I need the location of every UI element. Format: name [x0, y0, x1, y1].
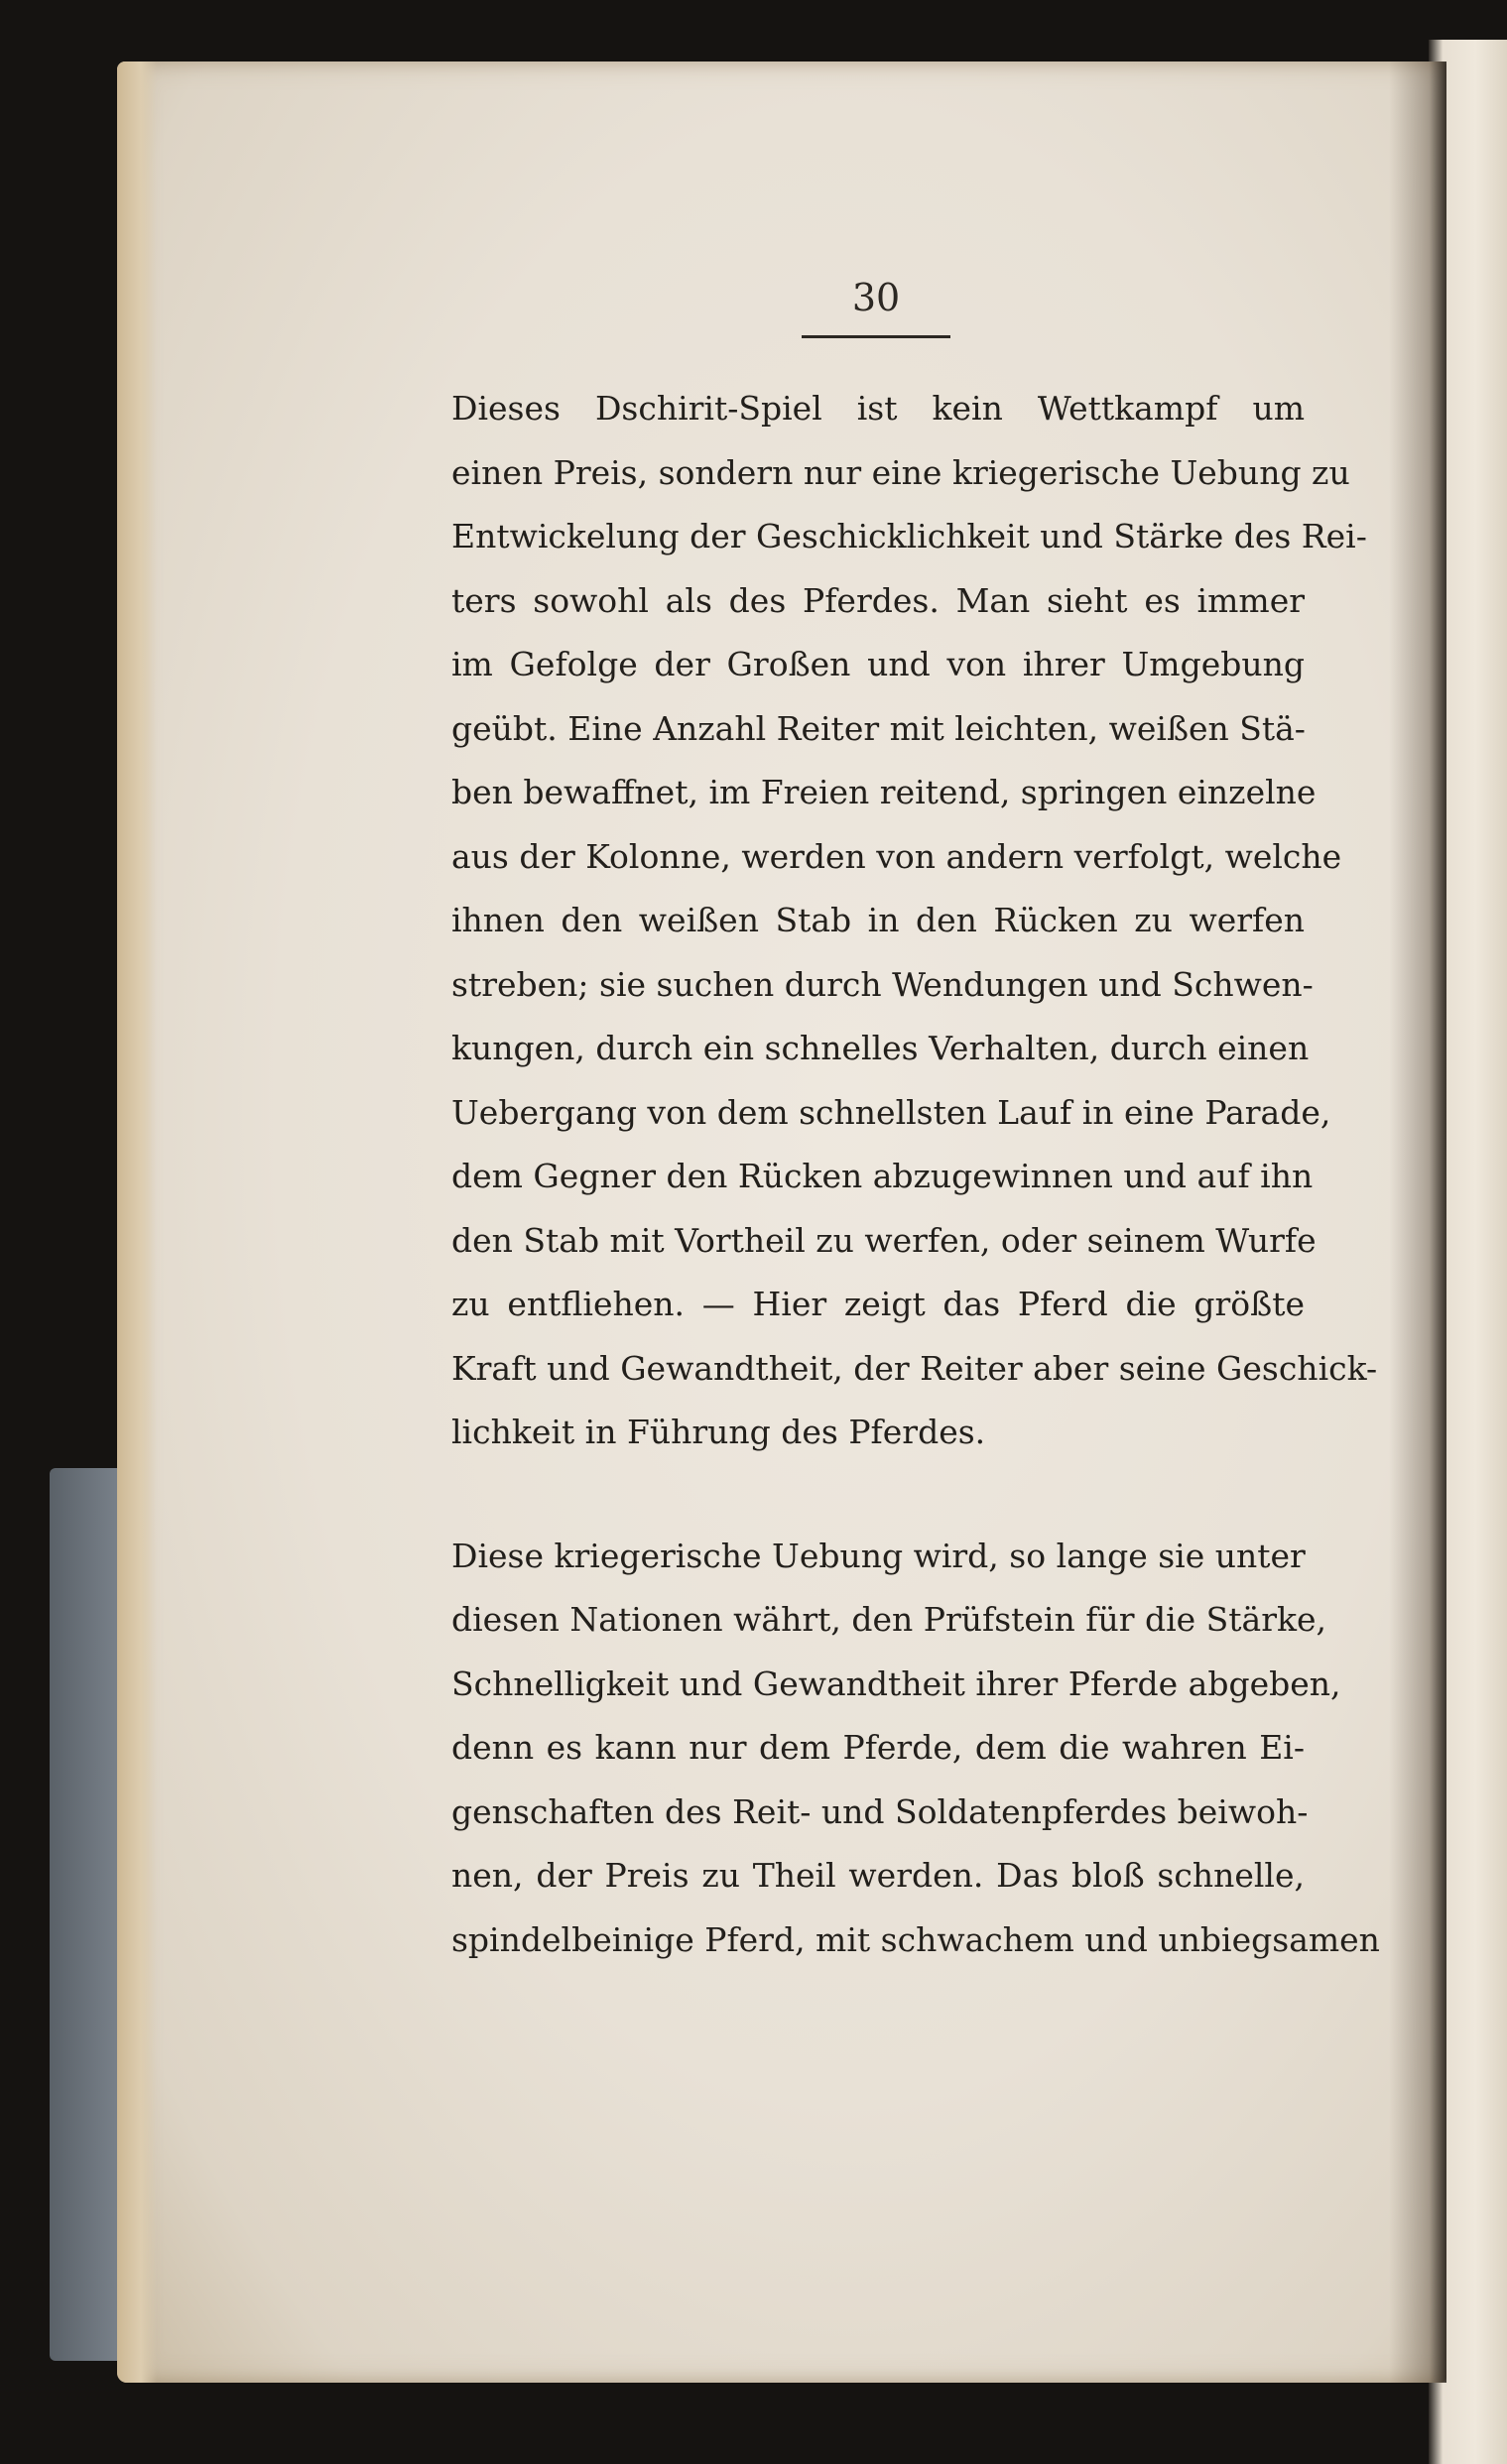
text-line: nen, der Preis zu Theil werden. Das bloß schnelle,	[451, 1856, 1305, 1895]
text-line: genschaften des Reit- und Soldatenpferdes beiwoh-	[451, 1791, 1309, 1831]
page-text	[451, 377, 1380, 1972]
text-line: geübt. Eine Anzahl Reiter mit leichten, weißen Stä-	[451, 708, 1306, 748]
text-line: ters sowohl als des Pferdes. Man sieht es immer	[451, 580, 1305, 620]
paragraph-2	[451, 1525, 1380, 1973]
text-line: Diese kriegerische Uebung wird, so lange sie unter	[451, 1536, 1306, 1575]
text-line: denn es kann nur dem Pferde, dem die wahren Ei-	[451, 1728, 1305, 1767]
page-number: 30	[851, 276, 901, 319]
text-line: einen Preis, sondern nur eine kriegerische Uebung zu	[451, 452, 1350, 492]
text-line: ihnen den weißen Stab in den Rücken zu werfen	[451, 901, 1305, 939]
text-line: Entwickelung der Geschicklichkeit und Stärke des Rei-	[451, 517, 1367, 555]
paragraph-1	[451, 377, 1378, 1465]
text-line: streben; sie suchen durch Wendungen und Schwen-	[451, 964, 1314, 1004]
text-line: den Stab mit Vortheil zu werfen, oder seinem Wurfe	[451, 1220, 1317, 1260]
page-worn-edge	[117, 62, 157, 2383]
text-line: lichkeit in Führung des Pferdes.	[451, 1413, 986, 1451]
text-line: Uebergang von dem schnellsten Lauf in eine Parade,	[451, 1092, 1331, 1132]
text-line: ben bewaffnet, im Freien reitend, springen einzelne	[451, 773, 1317, 811]
text-line: diesen Nationen währt, den Prüfstein für die Stärke,	[451, 1600, 1326, 1639]
text-line: Schnelligkeit und Gewandtheit ihrer Pferde abgeben,	[451, 1663, 1341, 1703]
text-line: im Gefolge der Großen und von ihrer Umgebung	[451, 645, 1305, 683]
page-gutter-shadow	[1389, 62, 1446, 2383]
text-line: aus der Kolonne, werden von andern verfolgt, welche	[451, 836, 1342, 876]
text-line: zu entfliehen. — Hier zeigt das Pferd die größte	[451, 1285, 1305, 1323]
text-line: Kraft und Gewandtheit, der Reiter aber seine Geschick-	[451, 1348, 1378, 1388]
text-line: spindelbeinige Pferd, mit schwachem und unbiegsamen	[451, 1919, 1380, 1959]
text-line: kungen, durch ein schnelles Verhalten, durch einen	[451, 1029, 1310, 1067]
text-line: Dieses Dschirit-Spiel ist kein Wettkampf um	[451, 389, 1305, 428]
page-number-rule	[802, 335, 950, 338]
text-line: dem Gegner den Rücken abzugewinnen und auf ihn	[451, 1157, 1314, 1195]
